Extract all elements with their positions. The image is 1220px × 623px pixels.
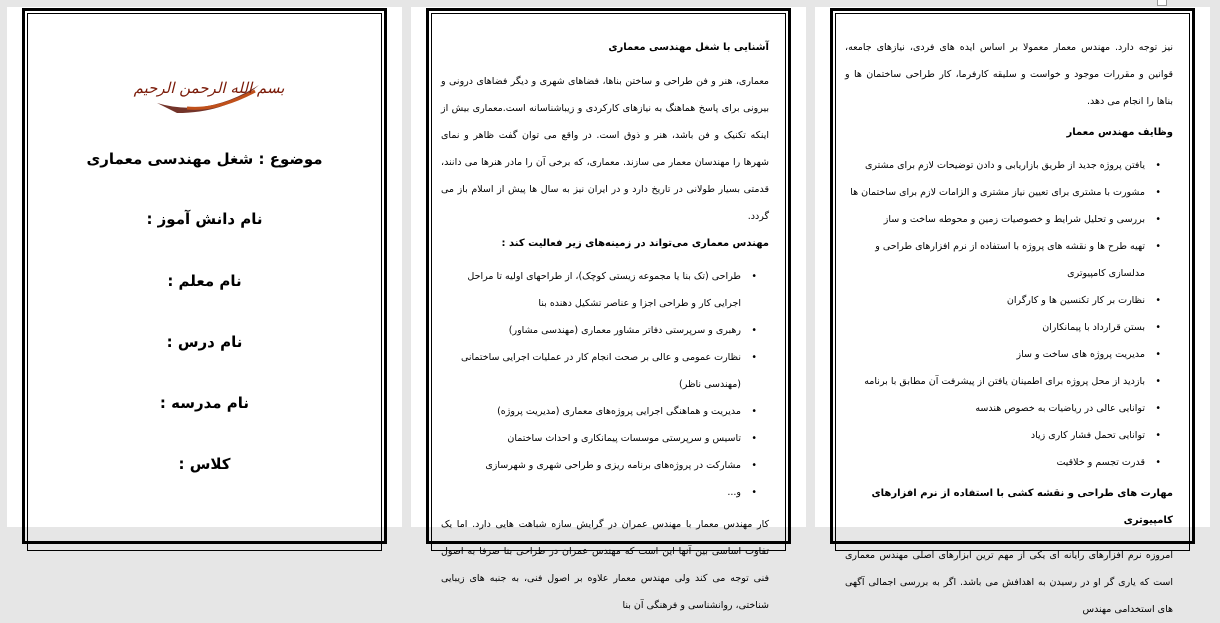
list-item: • مشورت با مشتری برای تعیین نیاز مشتری و الزامات لازم برای ساختمان ها: [845, 179, 1145, 206]
list-item: • تهیه طرح ها و نقشه های پروژه با استفاده از نرم افزارهای طراحی و مدلسازی کامپیوتری: [845, 233, 1145, 287]
list-item: • توانایی عالی در ریاضیات به خصوص هندسه: [845, 395, 1145, 422]
page-cover: [7, 7, 402, 527]
activities-list: [441, 263, 769, 506]
svg-text:بسم الله الرحمن الرحیم: بسم الله الرحمن الرحیم: [133, 79, 285, 97]
list-item: • نظارت عمومی و عالی بر صحت انجام کار در عملیات اجرایی ساختمانی (مهندسی ناظر): [441, 344, 741, 398]
subheading: مهندس معماری می‌تواند در زمینه‌های زیر فعالیت کند :: [501, 238, 769, 249]
section-heading: آشنایی با شغل مهندسی معماری: [608, 42, 769, 53]
cover-subject: موضوع : شغل مهندسی معماری: [86, 150, 323, 168]
cover-course-name: نام درس :: [166, 333, 243, 351]
scroll-marker: [1157, 0, 1167, 6]
list-item: • بررسی و تحلیل شرایط و خصوصیات زمین و محوطه ساخت و ساز: [845, 206, 1145, 233]
list-item: • قدرت تجسم و خلاقیت: [845, 449, 1145, 476]
basmala-calligraphy-image: [133, 63, 285, 123]
list-item: • توانایی تحمل فشار کاری زیاد: [845, 422, 1145, 449]
cover-class: کلاس :: [178, 455, 231, 473]
list-item: • مدیریت و هماهنگی اجرایی پروژه‌های معماری (مدیریت پروژه): [441, 398, 741, 425]
cover-teacher-name: نام معلم :: [167, 272, 242, 290]
page-2: [411, 7, 806, 611]
list-item: • و...: [441, 479, 741, 506]
closing-paragraph: امروزه نرم افزارهای رایانه ای یکی از مهم ترین ابزارهای اصلی مهندس معماری است که یاری گر او در رسیدن به اهدافش می باشد. اگر به بررسی اجمالی آگهی های استخدامی مهندس: [845, 550, 1173, 615]
list-item: • طراحی (تک بنا یا مجموعه زیستی کوچک)، از طراحهای اولیه تا مراحل اجرایی کار و طراحی اجزا و عناصر تشکیل دهنده بنا: [441, 263, 741, 317]
list-item: • رهبری و سرپرستی دفاتر مشاور معماری (مهندسی مشاور): [441, 317, 741, 344]
list-item: • بازدید از محل پروژه برای اطمینان یافتن از پیشرفت آن مطابق با برنامه: [845, 368, 1145, 395]
intro-paragraph: نیز توجه دارد. مهندس معمار معمولا بر اساس ایده های فردی، نیازهای جامعه، قوانین و مقررات موجود و خواست و سلیقه کارفرما، کار طراحی ساختمان ها و بناها را انجام می دهد.: [845, 42, 1173, 107]
list-item: • تاسیس و سرپرستی موسسات پیمانکاری و احداث ساختمان: [441, 425, 741, 452]
cover-student-name: نام دانش آموز :: [146, 210, 263, 228]
page-3: [815, 7, 1210, 615]
closing-paragraph: کار مهندس معمار با مهندس عمران در گرایش سازه شباهت هایی دارد. اما یک تفاوت اساسی بین آنها این است که مهندس عمران در طراحی بنا صرفا به اصول فنی توجه می کند ولی مهندس معمار علاوه بر اصول فنی، به جنبه های زیبایی شناختی، روانشناسی و فرهنگی آن بنا: [441, 519, 769, 611]
section-heading: وظایف مهندس معمار: [1066, 127, 1173, 138]
section-heading-2: مهارت های طراحی و نقشه کشی با استفاده از نرم افزارهای کامپیوتری: [871, 488, 1173, 526]
list-item: • بستن قرارداد با پیمانکاران: [845, 314, 1145, 341]
duties-list: [845, 152, 1173, 476]
list-item: • یافتن پروژه جدید از طریق بازاریابی و دادن توضیحات لازم برای مشتری: [845, 152, 1145, 179]
list-item: • نظارت بر کار تکنسین ها و کارگران: [845, 287, 1145, 314]
list-item: • مدیریت پروژه های ساخت و ساز: [845, 341, 1145, 368]
intro-paragraph: معماری، هنر و فن طراحی و ساختن بناها، فضاهای شهری و دیگر فضاهای درونی و بیرونی برای پاسخ هماهنگ به نیازهای کارکردی و زیباشناسانه است.معماری بیش از اینکه تکنیک و فن باشد، هنر و ذوق است. در واقع می توان گفت ظاهر و نمای شهرها را مهندسان معمار می سازند. معماری، که برخی آن را مادر هنرها می دانند، قدمتی بسیار طولانی در تاریخ دارد و در ایران نیز به سال ها پیش از اسلام باز می گردد.: [441, 76, 769, 222]
cover-school-name: نام مدرسه :: [159, 394, 250, 412]
list-item: • مشارکت در پروژه‌های برنامه ریزی و طراحی شهری و شهرسازی: [441, 452, 741, 479]
